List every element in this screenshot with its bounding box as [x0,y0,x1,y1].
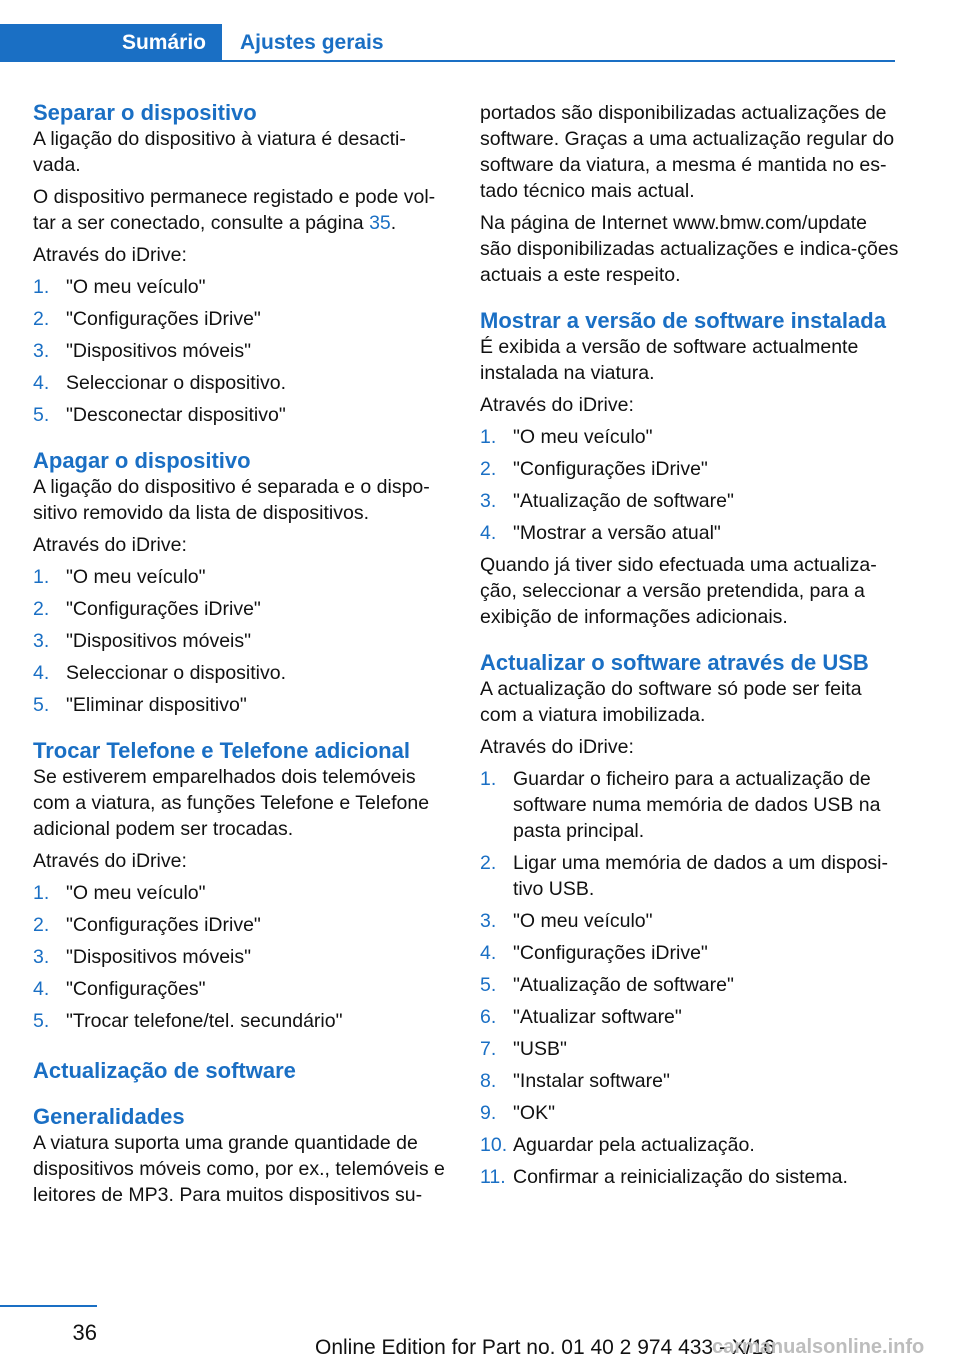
watermark: carmanualsonline.info [712,1336,925,1358]
list-item [33,660,453,686]
edition-text: Online Edition for Part no. 01 40 2 974 433 - X/16 [315,1336,775,1359]
list-item [480,1100,900,1126]
list-item-text: "Desconectar dispositivo" [66,404,286,426]
list-item-number: 2. [33,308,50,330]
list-item-number: 4. [33,978,50,1000]
list-item-number: 3. [33,946,50,968]
list-item [480,456,900,482]
list-item-number: 2. [33,598,50,620]
list-item [480,1164,900,1190]
list-item-number: 4. [480,522,497,544]
paragraph: Através do iDrive: [33,244,187,266]
section-title-software-update: Actualização de software [33,1058,296,1083]
list-item-text: "Configurações iDrive" [513,942,708,964]
steps-list [33,880,453,1034]
list-item [480,1068,900,1094]
list-item [33,338,453,364]
section-title-disconnect: Separar o dispositivo [33,100,257,125]
list-item-text: "Configurações iDrive" [66,308,261,330]
list-item-number: 4. [33,662,50,684]
list-item-number: 4. [480,942,497,964]
steps-list [33,564,453,718]
list-item-text: "USB" [513,1038,567,1060]
list-item [480,766,900,844]
paragraph: portados são disponibilizadas actualizações de software. Graças a uma actualização regular do software da viatura, a mesma é mantida no es-tado técnico mais actual. [480,102,895,202]
list-item-text: "Atualização de software" [513,974,734,996]
list-item-text: "Configurações iDrive" [513,458,708,480]
list-item [480,1004,900,1030]
left-column [33,100,453,1214]
page-number: 36 [72,1320,97,1345]
list-item-number: 5. [33,1010,50,1032]
paragraph: Através do iDrive: [480,394,634,416]
list-item-number: 3. [33,340,50,362]
list-item-number: 3. [480,910,497,932]
list-item-number: 2. [480,852,497,874]
list-item-number: 1. [33,882,50,904]
list-item-text: "Mostrar a versão atual" [513,522,721,544]
paragraph: Quando já tiver sido efectuada uma actualiza-ção, seleccionar a versão pretendida, para a exibição de informações adicionais. [480,554,877,628]
list-item [33,912,453,938]
list-item-text: "O meu veículo" [66,882,206,904]
list-item [33,1008,453,1034]
list-item-text: "O meu veículo" [66,276,206,298]
list-item [480,972,900,998]
list-item [33,628,453,654]
paragraph [33,184,453,236]
list-item [33,274,453,300]
paragraph: A ligação do dispositivo à viatura é desacti-vada. [33,128,406,176]
paragraph: Na página de Internet www.bmw.com/update são disponibilizadas actualizações e indica-ções actuais a este respeito. [480,212,899,286]
list-item-number: 8. [480,1070,497,1092]
list-item-number: 10. [480,1134,508,1156]
paragraph: Através do iDrive: [33,534,187,556]
list-item [480,1036,900,1062]
list-item-text: Ligar uma memória de dados a um disposi-tivo USB. [513,852,889,900]
list-item [480,940,900,966]
steps-list [480,766,900,1190]
list-item-text: "Instalar software" [513,1070,670,1092]
paragraph: É exibida a versão de software actualmente instalada na viatura. [480,336,859,384]
list-item-number: 7. [480,1038,497,1060]
list-item-text: "O meu veículo" [513,426,653,448]
list-item [33,596,453,622]
list-item-number: 1. [480,768,497,790]
section-title-delete: Apagar o dispositivo [33,448,251,473]
list-item-number: 2. [33,914,50,936]
header-divider [0,60,895,62]
list-item-text: Aguardar pela actualização. [513,1134,755,1156]
list-item-text: "Trocar telefone/tel. secundário" [66,1010,343,1032]
list-item-number: 5. [33,404,50,426]
list-item [480,424,900,450]
steps-list [33,274,453,428]
list-item [33,306,453,332]
paragraph-text: O dispositivo permanece registado e pode vol-tar a ser conectado, consulte a página [33,186,436,234]
list-item-text: "Atualizar software" [513,1006,682,1028]
section-title-usb-update: Actualizar o software através de USB [480,650,869,675]
list-item [480,488,900,514]
list-item-text: "OK" [513,1102,556,1124]
list-item [480,908,900,934]
list-item-text: Seleccionar o dispositivo. [66,372,287,394]
list-item-number: 1. [480,426,497,448]
section-subtitle-general: Generalidades [33,1104,185,1129]
list-item-text: "O meu veículo" [513,910,653,932]
list-item [480,850,900,902]
list-item-text: "Atualização de software" [513,490,734,512]
paragraph: A ligação do dispositivo é separada e o dispo-sitivo removido da lista de dispositivos. [33,476,430,524]
list-item-number: 4. [33,372,50,394]
list-item-text: Guardar o ficheiro para a actualização de software numa memória de dados USB na pasta principal. [513,768,881,842]
list-item-number: 1. [33,276,50,298]
list-item [33,692,453,718]
list-item [33,880,453,906]
list-item [33,370,453,396]
list-item-number: 6. [480,1006,497,1028]
list-item-text: "Configurações iDrive" [66,914,261,936]
list-item-text: "Dispositivos móveis" [66,630,252,652]
list-item-number: 3. [33,630,50,652]
list-item [33,976,453,1002]
list-item-text: "Eliminar dispositivo" [66,694,247,716]
list-item-number: 3. [480,490,497,512]
paragraph: A actualização do software só pode ser feita com a viatura imobilizada. [480,678,862,726]
paragraph: Se estiverem emparelhados dois telemóveis com a viatura, as funções Telefone e Telefone adicional podem ser trocadas. [33,766,430,840]
list-item [33,402,453,428]
list-item-text: "Configurações iDrive" [66,598,261,620]
right-column [480,100,900,1196]
list-item-number: 9. [480,1102,497,1124]
list-item-number: 1. [33,566,50,588]
page-link[interactable]: 35 [369,212,391,234]
paragraph-text: . [390,212,397,234]
list-item [33,944,453,970]
list-item-text: "Dispositivos móveis" [66,340,252,362]
steps-list [480,424,900,546]
list-item-number: 5. [33,694,50,716]
list-item [480,1132,900,1158]
section-title-swap-phone: Trocar Telefone e Telefone adicional [33,738,410,763]
list-item-text: "O meu veículo" [66,566,206,588]
tab-summary[interactable]: Sumário [0,24,222,61]
paragraph: A viatura suporta uma grande quantidade de dispositivos móveis como, por ex., telemóveis e leitores de MP3. Para muitos dispositivos su- [33,1132,445,1206]
list-item-number: 11. [480,1166,506,1188]
list-item [33,564,453,590]
paragraph: Através do iDrive: [480,736,634,758]
tab-general-settings[interactable]: Ajustes gerais [240,31,384,54]
paragraph: Através do iDrive: [33,850,187,872]
list-item-text: "Configurações" [66,978,206,1000]
footer-divider [0,1305,97,1307]
list-item [480,520,900,546]
list-item-number: 5. [480,974,497,996]
header-bar [0,0,960,62]
list-item-number: 2. [480,458,497,480]
section-title-show-version: Mostrar a versão de software instalada [480,308,886,333]
list-item-text: "Dispositivos móveis" [66,946,252,968]
list-item-text: Seleccionar o dispositivo. [66,662,287,684]
list-item-text: Confirmar a reinicialização do sistema. [513,1166,848,1188]
